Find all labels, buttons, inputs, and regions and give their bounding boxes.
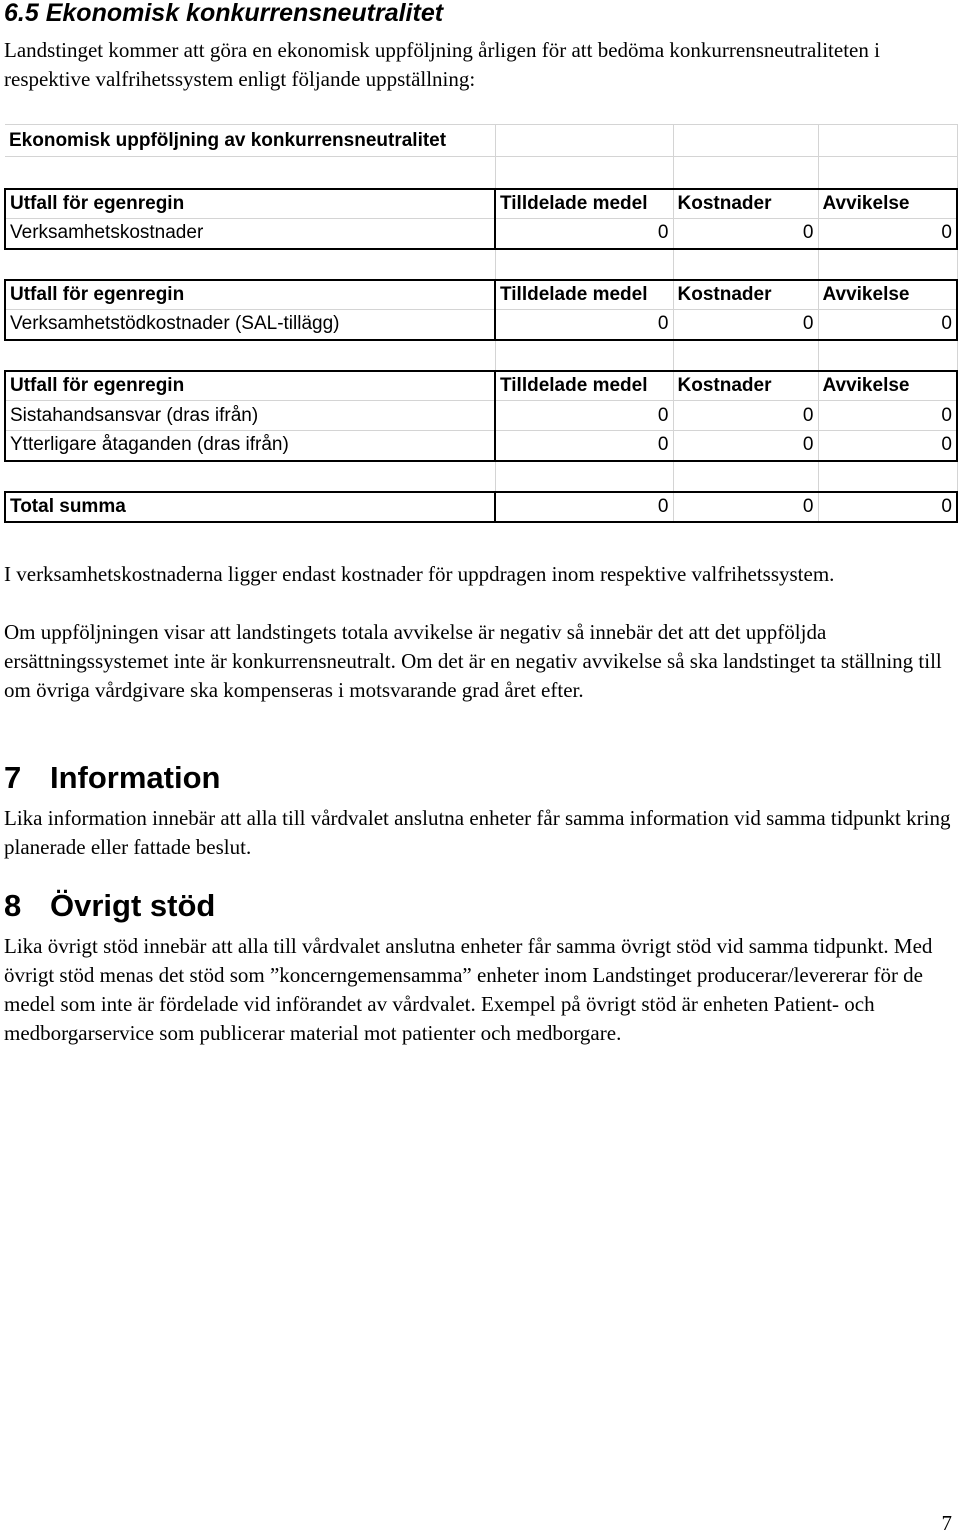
header-cell: Avvikelse [818,280,957,310]
intro-paragraph: Landstinget kommer att göra en ekonomisk uppföljning årligen för att bedöma konkurrensneutraliteten i respektive valfrihetssystem enligt följande uppställning: [4,38,880,91]
value-cell: 0 [673,310,818,340]
section-heading-7 [4,758,221,798]
table-header-row [5,280,957,310]
header-cell: Utfall för egenregin [5,189,495,219]
header-cell: Avvikelse [818,189,957,219]
value-cell: 0 [818,219,957,249]
spacer-row [5,340,957,371]
value-cell: 0 [495,401,673,431]
section-number: 6.5 [4,0,39,27]
value-cell: 0 [673,219,818,249]
value-cell: 0 [818,401,957,431]
row-label: Verksamhetskostnader [5,219,495,249]
row-label: Ytterligare åtaganden (dras ifrån) [5,431,495,461]
total-row [5,492,957,522]
section-heading-6-5 [4,0,443,30]
header-cell: Kostnader [673,280,818,310]
section-title: Övrigt stöd [50,888,216,923]
total-value: 0 [673,492,818,522]
section-number: 8 [4,888,22,923]
section-number: 7 [4,760,22,795]
table-header-row [5,371,957,401]
table-title-row [5,125,957,157]
costs-note-paragraph: I verksamhetskostnaderna ligger endast kostnader för uppdragen inom respektive valfrihetssystem. [4,562,835,586]
spacer-row [5,249,957,280]
total-value: 0 [495,492,673,522]
value-cell: 0 [495,219,673,249]
row-label: Verksamhetstödkostnader (SAL-tillägg) [5,310,495,340]
section-title: Information [50,760,221,795]
value-cell: 0 [818,431,957,461]
header-cell: Tilldelade medel [495,280,673,310]
header-cell: Utfall för egenregin [5,280,495,310]
spacer-row [5,461,957,492]
table-row [5,401,957,431]
page-number: 7 [941,1511,952,1535]
spacer-row [5,157,957,189]
header-cell: Kostnader [673,189,818,219]
other-support-paragraph: Lika övrigt stöd innebär att alla till vårdvalet anslutna enheter får samma övrigt stöd vid samma tidpunkt. Med övrigt stöd menas det stöd som ”koncerngemensamma” enheter inom Landstinget producerar/levererar för de medel som inte är fördelade vid införandet av vårdvalet. Exempel på övrigt stöd är enheten Patient- och medborgarservice som publicerar material mot patienter och medborgare. [4,934,933,1045]
total-value: 0 [818,492,957,522]
row-label: Sistahandsansvar (dras ifrån) [5,401,495,431]
value-cell: 0 [673,401,818,431]
value-cell: 0 [495,310,673,340]
value-cell: 0 [673,431,818,461]
value-cell: 0 [818,310,957,340]
section-heading-8 [4,886,215,926]
header-cell: Tilldelade medel [495,371,673,401]
table-title: Ekonomisk uppföljning av konkurrensneutralitet [5,125,495,157]
total-label: Total summa [5,492,495,522]
information-paragraph: Lika information innebär att alla till vårdvalet anslutna enheter får samma information vid samma tidpunkt kring planerade eller fattade beslut. [4,806,951,859]
deviation-paragraph: Om uppföljningen visar att landstingets totala avvikelse är negativ så innebär det att det uppföljda ersättningssystemet inte är konkurrensneutralt. Om det är en negativ avvikelse så ska landstinget ta ställning till om övriga vårdgivare ska kompenseras i motsvarande grad året efter. [4,620,942,702]
table-header-row [5,189,957,219]
header-cell: Tilldelade medel [495,189,673,219]
table-row [5,219,957,249]
table-row [5,310,957,340]
header-cell: Avvikelse [818,371,957,401]
header-cell: Kostnader [673,371,818,401]
follow-up-table [4,124,958,523]
section-title: Ekonomisk konkurrensneutralitet [45,0,444,27]
table-row [5,431,957,461]
value-cell: 0 [495,431,673,461]
header-cell: Utfall för egenregin [5,371,495,401]
